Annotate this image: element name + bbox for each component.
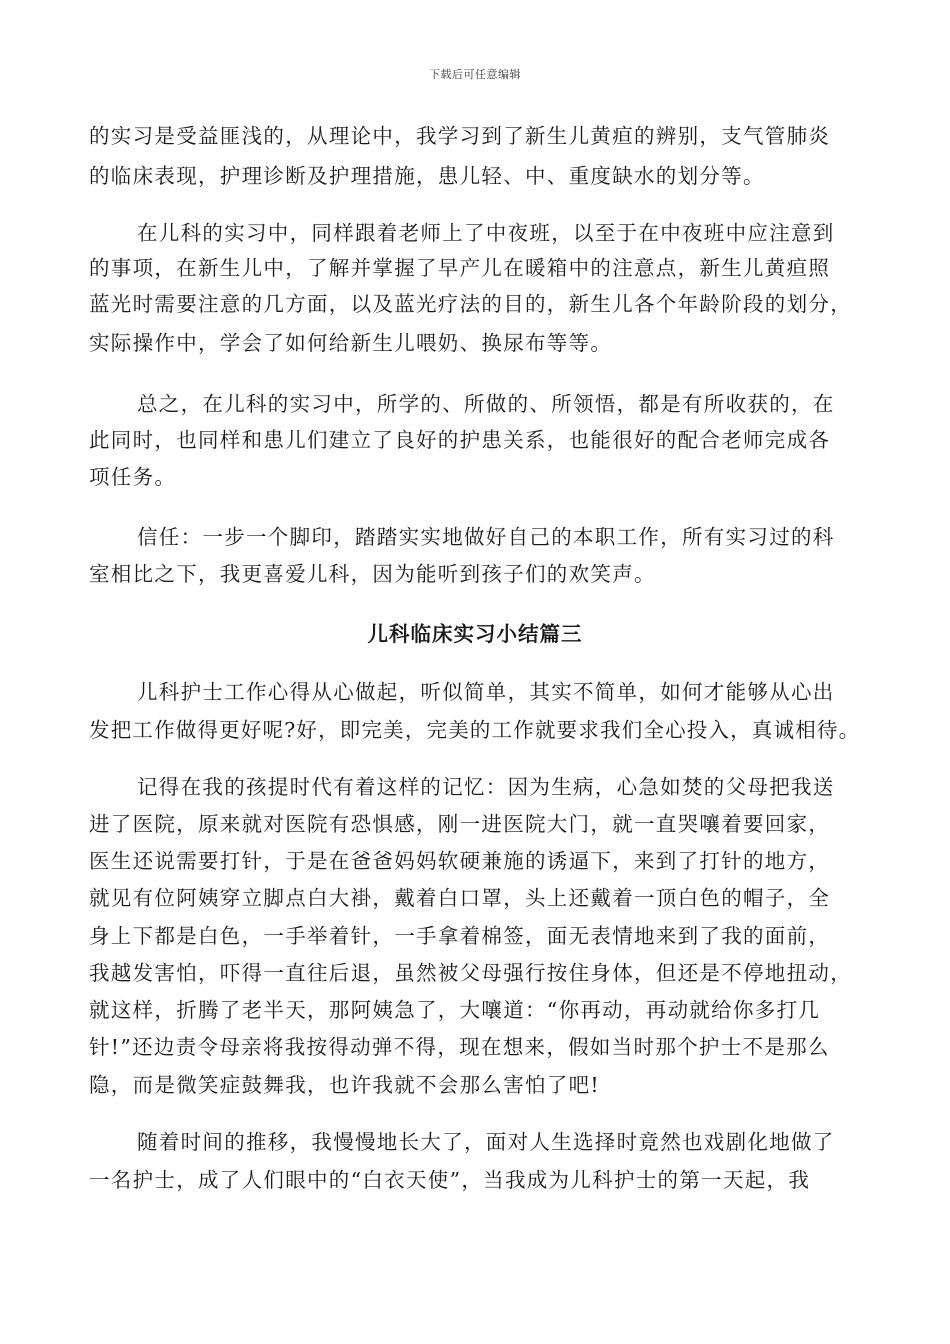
paragraph-line: 的实习是受益匪浅的，从理论中，我学习到了新生儿黄疸的辨别，支气管肺炎 — [89, 124, 831, 148]
paragraph-line: 信任：一步一个脚印，踏踏实实地做好自己的本职工作，所有实习过的科 — [137, 525, 835, 549]
paragraph-line: 发把工作做得更好呢?好，即完美，完美的工作就要求我们全心投入，真诚相待。 — [89, 718, 861, 742]
paragraph-line: 一名护士，成了人们眼中的“白衣天使”，当我成为儿科护士的第一天起，我 — [89, 1168, 811, 1192]
page-header-note: 下载后可任意编辑 — [429, 68, 521, 81]
paragraph-line: 项任务。 — [89, 465, 177, 489]
paragraph-line: 就这样，折腾了老半天，那阿姨急了，大嚷道：“你再动，再动就给你多打几 — [89, 998, 821, 1022]
paragraph-line: 我越发害怕，吓得一直往后退，虽然被父母强行按住身体，但还是不停地扭动， — [89, 961, 852, 985]
paragraph-line: 针!”还边责令母亲将我按得动弹不得，现在想来，假如当时那个护士不是那么 — [89, 1035, 830, 1059]
paragraph-line: 的临床表现，护理诊断及护理措施，患儿轻、中、重度缺水的划分等。 — [89, 164, 765, 188]
paragraph-line: 室相比之下，我更喜爱儿科，因为能听到孩子们的欢笑声。 — [89, 562, 656, 586]
paragraph-line: 隐，而是微笑症鼓舞我，也许我就不会那么害怕了吧! — [89, 1073, 600, 1097]
paragraph-line: 随着时间的推移，我慢慢地长大了，面对人生选择时竟然也戏剧化地做了 — [137, 1130, 835, 1154]
paragraph-line: 总之，在儿科的实习中，所学的、所做的、所领悟，都是有所收获的，在 — [137, 392, 835, 416]
paragraph-line: 在儿科的实习中，同样跟着老师上了中夜班，以至于在中夜班中应注意到 — [137, 221, 835, 245]
paragraph-line: 身上下都是白色，一手举着针，一手拿着棉签，面无表情地来到了我的面前， — [89, 924, 831, 948]
paragraph-line: 实际操作中，学会了如何给新生儿喂奶、换尿布等等。 — [89, 331, 613, 355]
paragraph-line: 进了医院，原来就对医院有恐惧感，刚一进医院大门，就一直哭嚷着要回家， — [89, 812, 831, 836]
section-title: 儿科临床实习小结篇三 — [367, 622, 583, 646]
paragraph-line: 儿科护士工作心得从心做起，听似简单，其实不简单，如何才能够从心出 — [137, 680, 835, 704]
paragraph-line: 蓝光时需要注意的几方面，以及蓝光疗法的目的，新生儿各个年龄阶段的划分， — [89, 292, 852, 316]
paragraph-line: 的事项，在新生儿中，了解并掌握了早产儿在暖箱中的注意点，新生儿黄疸照 — [89, 256, 831, 280]
paragraph-line: 记得在我的孩提时代有着这样的记忆：因为生病，心急如焚的父母把我送 — [137, 775, 835, 799]
paragraph-line: 医生还说需要打针，于是在爸爸妈妈软硬兼施的诱逼下，来到了打针的地方， — [89, 849, 831, 873]
paragraph-line: 此同时，也同样和患儿们建立了良好的护患关系，也能很好的配合老师完成各 — [89, 428, 831, 452]
paragraph-line: 就见有位阿姨穿立脚点白大褂，戴着白口罩，头上还戴着一顶白色的帽子，全 — [89, 886, 831, 910]
